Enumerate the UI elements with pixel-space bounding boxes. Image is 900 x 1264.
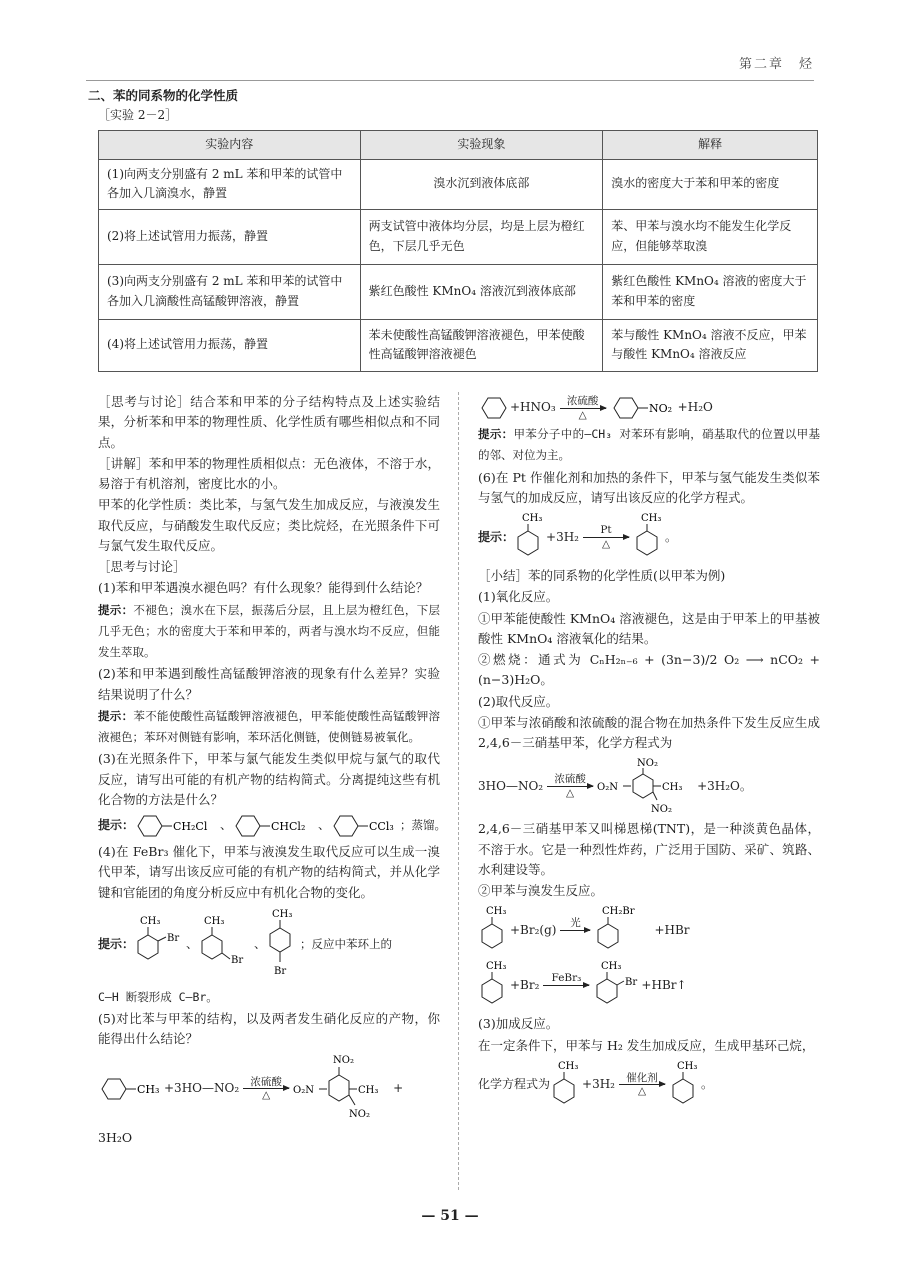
hint bbox=[478, 424, 820, 467]
table-cell: 紫红色酸性 KMnO₄ 溶液的密度大于苯和甲苯的密度 bbox=[603, 264, 818, 319]
reaction-arrow bbox=[543, 972, 589, 998]
reagent: +3H₂ bbox=[582, 1077, 615, 1092]
question: (2)苯和甲苯遇到酸性高锰酸钾溶液的现象有什么差异？实验结果说明了什么？ bbox=[98, 666, 440, 702]
reagent: +3HO—NO₂ bbox=[164, 1080, 240, 1095]
table-cell: 溴水的密度大于苯和甲苯的密度 bbox=[603, 159, 818, 209]
ortho-bromotoluene-structure bbox=[134, 913, 186, 977]
bromo-products bbox=[98, 906, 440, 984]
substituent-label: CH₃ bbox=[272, 908, 293, 920]
experiment-table bbox=[98, 130, 818, 372]
toluene-structure bbox=[478, 959, 510, 1011]
combustion-equation: ②燃烧：通式为 CₙH₂ₙ₋₆ + (3n−3)/2 O₂ ⟶ nCO₂ + (n−3)H₂O。 bbox=[478, 652, 820, 688]
separator: 、 bbox=[254, 937, 267, 952]
light-bromination-equation bbox=[478, 904, 820, 956]
hint bbox=[98, 600, 440, 664]
substituent-label: CH₃ bbox=[204, 915, 225, 927]
substituent-label: CH₃ bbox=[558, 1060, 579, 1072]
paragraph: 甲苯的化学性质：类比苯，与氢气发生加成反应，与液溴发生取代反应，与硝酸发生取代反应；类比烷烃，在光照条件下可与氯气发生取代反应。 bbox=[98, 497, 440, 553]
hint bbox=[98, 706, 440, 749]
substituent-label: CH₂Br bbox=[602, 906, 635, 918]
table-header: 实验内容 bbox=[99, 131, 361, 160]
reagent: +3H₂ bbox=[546, 529, 579, 544]
table-cell: 苯与酸性 KMnO₄ 溶液不反应，甲苯与酸性 KMnO₄ 溶液反应 bbox=[603, 319, 818, 371]
table-cell: 苯未使酸性高锰酸钾溶液褪色，甲苯使酸性高锰酸钾溶液褪色 bbox=[360, 319, 603, 371]
condition-label: 浓硫酸 bbox=[554, 773, 586, 786]
toluene-structure bbox=[550, 1059, 582, 1111]
hint-text: ；蒸馏。 bbox=[400, 818, 447, 833]
hint-text: 甲苯分子中的—CH₃ 对苯环有影响，硝基取代的位置以甲基的邻、对位为主。 bbox=[478, 427, 820, 463]
substituent-label: CH₃ bbox=[486, 906, 507, 918]
question: (3)在光照条件下，甲苯与氯气能发生类似甲烷与氯气的取代反应，请写出可能的有机产物的结构简式。分离提纯这些有机化合物的方法是什么？ bbox=[98, 751, 440, 807]
table-cell: 苯、甲苯与溴水均不能发生化学反应，但能够萃取溴 bbox=[603, 209, 818, 264]
condition-label: △ bbox=[578, 408, 587, 421]
hint-label: 提示： bbox=[478, 529, 515, 544]
substituent-label: NO₂ bbox=[333, 1054, 355, 1066]
table-header: 实验现象 bbox=[360, 131, 603, 160]
substituent-label: CHCl₂ bbox=[271, 820, 306, 834]
toluene-structure bbox=[98, 1076, 164, 1102]
reaction-arrow bbox=[243, 1076, 289, 1102]
paragraph: 在一定条件下，甲苯与 H₂ 发生加成反应，生成甲基环己烷， bbox=[478, 1037, 815, 1053]
chapter-header: 第二章 烃 bbox=[738, 57, 814, 72]
reaction-arrow bbox=[560, 395, 606, 421]
paragraph: ①甲苯能使酸性 KMnO₄ 溶液褪色，这是由于甲苯上的甲基被酸性 KMnO₄ 溶液氧化的结果。 bbox=[478, 610, 820, 646]
table-cell: 两支试管中液体均分层，均是上层为橙红色，下层几乎无色 bbox=[360, 209, 603, 264]
question: (5)对比苯与甲苯的结构，以及两者发生硝化反应的产物，你能得出什么结论？ bbox=[98, 1011, 440, 1047]
benzotrichloride-structure bbox=[330, 813, 400, 839]
substituent-label: Br bbox=[167, 932, 180, 944]
reagent: +Br₂ bbox=[510, 977, 540, 992]
reaction-arrow bbox=[583, 524, 629, 550]
substituent-label: CH₃ bbox=[522, 513, 543, 525]
substituent-label: CH₃ bbox=[676, 1060, 698, 1072]
benzyl-bromide-structure bbox=[594, 904, 654, 956]
ortho-bromotoluene-structure bbox=[593, 959, 641, 1011]
substituent-label: Br bbox=[625, 977, 638, 989]
condition-label: △ bbox=[566, 786, 575, 799]
condition-label: 催化剂 bbox=[626, 1071, 658, 1084]
condition-label: △ bbox=[637, 1085, 647, 1098]
hydrogenation-hint-equation bbox=[478, 511, 820, 563]
table-cell: (4)将上述试管用力振荡，静置 bbox=[99, 319, 361, 371]
question: (6)在 Pt 作催化剂和加热的条件下，甲苯与氢气能发生类似苯与氢气的加成反应，请写出该反应的化学方程式。 bbox=[478, 469, 820, 505]
reagent: 3HO—NO₂ bbox=[478, 778, 544, 793]
table-cell: (2)将上述试管用力振荡，静置 bbox=[99, 209, 361, 264]
experiment-label: ［实验 2－2］ bbox=[98, 108, 178, 122]
hint-text: C—H 断裂形成 C—Br。 bbox=[98, 989, 218, 1004]
summary-heading: ［小结］苯的同系物的化学性质(以甲苯为例) bbox=[478, 568, 726, 584]
condition-label: △ bbox=[601, 537, 611, 550]
substituent-label: CH₃ bbox=[486, 961, 507, 973]
product: +3H₂O。 bbox=[697, 778, 752, 793]
hydrogenation-equation bbox=[478, 1059, 820, 1111]
methylcyclohexane-structure bbox=[669, 1059, 701, 1111]
chloro-products bbox=[98, 813, 447, 839]
product: +H₂O bbox=[677, 400, 713, 415]
condition-label: 光 bbox=[570, 917, 581, 930]
period: 。 bbox=[700, 1077, 713, 1092]
equation-label: 化学方程式为 bbox=[478, 1077, 551, 1092]
substituent-label: NO₂ bbox=[637, 758, 659, 770]
paragraph: ［思考与讨论］ bbox=[98, 559, 186, 574]
equation-tail: 3H₂O bbox=[98, 1129, 133, 1145]
table-cell: (3)向两支分别盛有 2 mL 苯和甲苯的试管中各加入几滴酸性高锰酸钾溶液，静置 bbox=[99, 264, 361, 319]
separator: 、 bbox=[186, 937, 199, 952]
substituent-label: CH₂Cl bbox=[173, 820, 208, 834]
right-column bbox=[478, 392, 820, 1114]
hint-label: 提示： bbox=[98, 818, 135, 833]
condition-label: 浓硫酸 bbox=[566, 395, 599, 407]
substituent-label: CH₃ bbox=[662, 782, 683, 794]
benzal-chloride-structure bbox=[232, 813, 318, 839]
substituent-label: CCl₃ bbox=[369, 820, 394, 834]
substituent-label: CH₃ bbox=[601, 961, 622, 973]
nitrobenzene-structure bbox=[610, 395, 678, 421]
hint-text: ；反应中苯环上的 bbox=[300, 937, 393, 952]
hint-text: 不褪色；溴水在下层，振荡后分层，且上层为橙红色，下层几乎无色；水的密度大于苯和甲苯的，两者与溴水均不反应，但能发生萃取。 bbox=[98, 602, 441, 660]
benzene-nitration-equation bbox=[478, 395, 820, 421]
hint-label: 提示： bbox=[98, 708, 134, 723]
separator: 、 bbox=[318, 818, 331, 833]
substituent-label: CH₃ bbox=[640, 513, 662, 525]
question: (4)在 FeBr₃ 催化下，甲苯与液溴发生取代反应可以生成一溴代甲苯，请写出该反应可能的有机产物的结构简式，并从化学键和官能团的角度分析反应中有机化合物的变化。 bbox=[98, 844, 440, 900]
table-header: 解释 bbox=[603, 131, 818, 160]
tnt-structure bbox=[293, 1053, 393, 1125]
left-column bbox=[98, 392, 447, 1149]
question: (1)苯和甲苯遇溴水褪色吗？有什么现象？能得到什么结论？ bbox=[98, 580, 429, 596]
separator: 、 bbox=[220, 818, 233, 833]
paragraph: ［讲解］苯和甲苯的物理性质相似点：无色液体，不溶于水，易溶于有机溶剂，密度比水的小。 bbox=[98, 455, 440, 491]
benzyl-chloride-structure bbox=[134, 813, 220, 839]
period: 。 bbox=[664, 529, 677, 544]
reagent: +HNO₃ bbox=[510, 400, 556, 415]
substituent-label: CH₃ bbox=[358, 1084, 379, 1096]
table-cell: 溴水沉到液体底部 bbox=[360, 159, 603, 209]
paragraph: (1)氧化反应。 bbox=[478, 589, 559, 605]
hint-text: 苯不能使酸性高锰酸钾溶液褪色，甲苯能使酸性高锰酸钾溶液褪色；苯环对侧链有影响，苯环活化侧链，使侧链易被氧化。 bbox=[98, 708, 441, 745]
meta-bromotoluene-structure bbox=[198, 913, 254, 977]
nitration-equation bbox=[98, 1053, 440, 1125]
paragraph: ①甲苯与浓硝酸和浓硫酸的混合物在加热条件下发生反应生成 2,4,6－三硝基甲苯，化学方程式为 bbox=[478, 714, 820, 751]
paragraph: ［思考与讨论］结合苯和甲苯的分子结构特点及上述实验结果，分析苯和甲苯的物理性质、化学性质有哪些相似点和不同点。 bbox=[98, 394, 440, 450]
section-title: 二、苯的同系物的化学性质 bbox=[88, 88, 239, 103]
benzene-structure bbox=[478, 395, 510, 421]
hint-label: 提示： bbox=[478, 427, 514, 442]
paragraph: 2,4,6－三硝基甲苯又叫梯恩梯(TNT)，是一种淡黄色晶体，不溶于水。它是一种烈性炸药，广泛用于国防、采矿、筑路、水利建设等。 bbox=[478, 821, 820, 877]
catalyzed-bromination-equation bbox=[478, 959, 820, 1011]
substituent-label: Br bbox=[274, 965, 287, 977]
reagent: +Br₂(g) bbox=[510, 922, 557, 937]
condition-label: 浓硫酸 bbox=[250, 1075, 282, 1088]
paragraph: (3)加成反应。 bbox=[478, 1016, 559, 1032]
toluene-structure bbox=[514, 511, 546, 563]
plus-sign: + bbox=[393, 1080, 404, 1095]
substituent-label: NO₂ bbox=[651, 804, 673, 816]
product: +HBr bbox=[654, 922, 690, 937]
substituent-label: NO₂ bbox=[349, 1108, 371, 1120]
paragraph: (2)取代反应。 bbox=[478, 693, 559, 709]
tnt-synthesis-equation bbox=[478, 756, 820, 816]
paragraph: ②甲苯与溴发生反应。 bbox=[478, 883, 604, 899]
substituent-label: CH₃ bbox=[140, 915, 161, 927]
reaction-arrow bbox=[619, 1072, 665, 1098]
condition-label: Pt bbox=[600, 524, 612, 537]
table-cell: 紫红色酸性 KMnO₄ 溶液沉到液体底部 bbox=[360, 264, 603, 319]
hint-label: 提示： bbox=[98, 937, 135, 952]
page-number: — 51 — bbox=[421, 1208, 479, 1225]
condition-label: FeBr₃ bbox=[551, 972, 582, 985]
product: +HBr↑ bbox=[641, 977, 687, 992]
methylcyclohexane-structure bbox=[633, 511, 665, 563]
table-cell: (1)向两支分别盛有 2 mL 苯和甲苯的试管中各加入几滴溴水，静置 bbox=[99, 159, 361, 209]
reaction-arrow bbox=[560, 917, 590, 943]
reaction-arrow bbox=[547, 773, 593, 799]
column-divider bbox=[458, 392, 459, 1190]
substituent-label: NO₂ bbox=[648, 402, 672, 416]
tnt-structure bbox=[597, 756, 697, 816]
substituent-label: Br bbox=[231, 954, 244, 966]
substituent-label: O₂N bbox=[293, 1084, 315, 1096]
hint-label: 提示： bbox=[98, 602, 134, 617]
condition-label: △ bbox=[262, 1089, 271, 1102]
substituent-label: O₂N bbox=[597, 782, 619, 794]
header-rule bbox=[86, 80, 814, 81]
toluene-structure bbox=[478, 904, 510, 956]
substituent-label: CH₃ bbox=[137, 1082, 160, 1096]
para-bromotoluene-structure bbox=[266, 906, 300, 984]
